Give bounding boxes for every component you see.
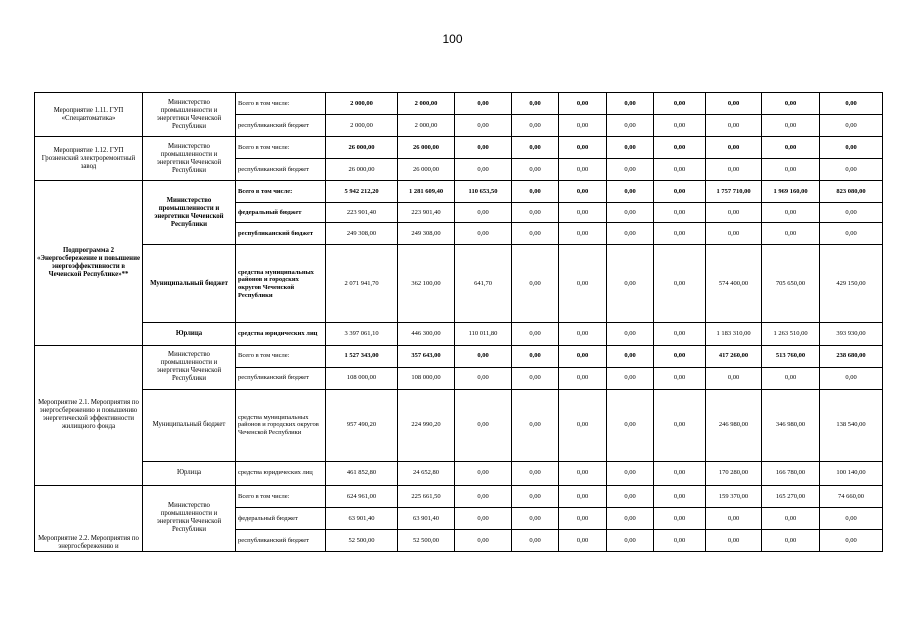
- value-cell: 0,00: [654, 181, 706, 203]
- value-cell: 0,00: [559, 485, 607, 507]
- value-cell: 0,00: [512, 93, 559, 115]
- value-cell: 0,00: [559, 115, 607, 137]
- source-cell: Всего в том числе:: [236, 137, 326, 159]
- value-cell: 0,00: [455, 115, 512, 137]
- source-cell: республиканский бюджет: [236, 529, 326, 551]
- source-cell: средства муниципальных районов и городских округов Чеченской Республики: [236, 389, 326, 461]
- value-cell: 0,00: [607, 115, 654, 137]
- value-cell: 1 969 160,00: [762, 181, 820, 203]
- value-cell: 0,00: [559, 93, 607, 115]
- value-cell: 0,00: [706, 507, 762, 529]
- value-cell: 0,00: [820, 93, 883, 115]
- executor-cell: Муниципальный бюджет: [143, 389, 236, 461]
- value-cell: 641,70: [455, 245, 512, 323]
- value-cell: 0,00: [512, 137, 559, 159]
- value-cell: 0,00: [455, 389, 512, 461]
- value-cell: 0,00: [762, 507, 820, 529]
- value-cell: 0,00: [654, 367, 706, 389]
- value-cell: 3 397 061,10: [326, 323, 398, 345]
- event-name-cell: Мероприятие 1.11. ГУП «Спецавтоматика»: [35, 93, 143, 137]
- value-cell: 0,00: [559, 181, 607, 203]
- value-cell: 1 527 343,00: [326, 345, 398, 367]
- value-cell: 0,00: [654, 345, 706, 367]
- budget-table: [34, 92, 883, 552]
- value-cell: 0,00: [455, 137, 512, 159]
- value-cell: 1 281 609,40: [398, 181, 455, 203]
- value-cell: 0,00: [654, 507, 706, 529]
- value-cell: 0,00: [512, 461, 559, 485]
- value-cell: 0,00: [762, 367, 820, 389]
- value-cell: 446 300,00: [398, 323, 455, 345]
- value-cell: 0,00: [455, 485, 512, 507]
- value-cell: 0,00: [654, 323, 706, 345]
- value-cell: 159 370,00: [706, 485, 762, 507]
- value-cell: 705 650,00: [762, 245, 820, 323]
- value-cell: 0,00: [455, 159, 512, 181]
- value-cell: 246 980,00: [706, 389, 762, 461]
- executor-cell: Министерство промышленности и энергетики Чеченской Республики: [143, 181, 236, 245]
- value-cell: 0,00: [607, 159, 654, 181]
- value-cell: 417 260,00: [706, 345, 762, 367]
- table-row: [35, 181, 883, 203]
- table-row: [35, 389, 883, 461]
- value-cell: 0,00: [559, 367, 607, 389]
- value-cell: 0,00: [706, 529, 762, 551]
- value-cell: 224 990,20: [398, 389, 455, 461]
- table-row: [35, 345, 883, 367]
- value-cell: 0,00: [559, 323, 607, 345]
- value-cell: 5 942 212,20: [326, 181, 398, 203]
- source-cell: республиканский бюджет: [236, 367, 326, 389]
- value-cell: 0,00: [559, 529, 607, 551]
- value-cell: 24 652,80: [398, 461, 455, 485]
- value-cell: 0,00: [607, 529, 654, 551]
- value-cell: 0,00: [762, 529, 820, 551]
- value-cell: 0,00: [654, 203, 706, 223]
- value-cell: 0,00: [607, 245, 654, 323]
- value-cell: 2 071 941,70: [326, 245, 398, 323]
- value-cell: 0,00: [654, 159, 706, 181]
- value-cell: 0,00: [607, 461, 654, 485]
- value-cell: 0,00: [706, 203, 762, 223]
- value-cell: 0,00: [654, 529, 706, 551]
- value-cell: 108 000,00: [398, 367, 455, 389]
- value-cell: 110 653,50: [455, 181, 512, 203]
- value-cell: 52 500,00: [398, 529, 455, 551]
- value-cell: 249 308,00: [326, 223, 398, 245]
- value-cell: 429 150,00: [820, 245, 883, 323]
- value-cell: 74 660,00: [820, 485, 883, 507]
- table-row: [35, 245, 883, 323]
- value-cell: 393 930,00: [820, 323, 883, 345]
- value-cell: 0,00: [559, 223, 607, 245]
- value-cell: 0,00: [654, 223, 706, 245]
- value-cell: 0,00: [607, 223, 654, 245]
- source-cell: средства муниципальных районов и городских округов Чеченской Республики: [236, 245, 326, 323]
- value-cell: 0,00: [654, 485, 706, 507]
- executor-cell: Министерство промышленности и энергетики Чеченской Республики: [143, 485, 236, 551]
- value-cell: 0,00: [706, 223, 762, 245]
- source-cell: Всего в том числе:: [236, 345, 326, 367]
- value-cell: 0,00: [559, 203, 607, 223]
- value-cell: 0,00: [654, 93, 706, 115]
- value-cell: 26 000,00: [326, 159, 398, 181]
- value-cell: 0,00: [455, 93, 512, 115]
- value-cell: 0,00: [820, 159, 883, 181]
- value-cell: 0,00: [455, 203, 512, 223]
- source-cell: Всего в том числе:: [236, 485, 326, 507]
- value-cell: 63 901,40: [326, 507, 398, 529]
- value-cell: 0,00: [762, 93, 820, 115]
- value-cell: 0,00: [820, 115, 883, 137]
- value-cell: 0,00: [512, 223, 559, 245]
- event-name-cell: Мероприятие 1.12. ГУП Грозненский электроремонтный завод: [35, 137, 143, 181]
- value-cell: 223 901,40: [326, 203, 398, 223]
- value-cell: 0,00: [559, 507, 607, 529]
- value-cell: 2 000,00: [326, 115, 398, 137]
- value-cell: 0,00: [706, 367, 762, 389]
- value-cell: 0,00: [654, 115, 706, 137]
- value-cell: 0,00: [512, 159, 559, 181]
- executor-cell: Министерство промышленности и энергетики Чеченской Республики: [143, 137, 236, 181]
- value-cell: 138 540,00: [820, 389, 883, 461]
- source-cell: федеральный бюджет: [236, 507, 326, 529]
- value-cell: 0,00: [559, 137, 607, 159]
- value-cell: 0,00: [607, 181, 654, 203]
- value-cell: 1 263 510,00: [762, 323, 820, 345]
- value-cell: 100 140,00: [820, 461, 883, 485]
- value-cell: 957 490,20: [326, 389, 398, 461]
- value-cell: 166 780,00: [762, 461, 820, 485]
- source-cell: республиканский бюджет: [236, 159, 326, 181]
- value-cell: 0,00: [455, 461, 512, 485]
- value-cell: 110 011,80: [455, 323, 512, 345]
- value-cell: 0,00: [762, 137, 820, 159]
- event-name-cell: Мероприятие 2.2. Мероприятия по энергосбережению и: [35, 485, 143, 551]
- value-cell: 0,00: [820, 137, 883, 159]
- value-cell: 63 901,40: [398, 507, 455, 529]
- value-cell: 0,00: [512, 323, 559, 345]
- table-row: [35, 93, 883, 115]
- value-cell: 0,00: [654, 461, 706, 485]
- value-cell: 574 400,00: [706, 245, 762, 323]
- value-cell: 0,00: [512, 389, 559, 461]
- source-cell: Всего в том числе:: [236, 93, 326, 115]
- value-cell: 0,00: [512, 367, 559, 389]
- value-cell: 0,00: [706, 159, 762, 181]
- value-cell: 0,00: [706, 93, 762, 115]
- value-cell: 170 280,00: [706, 461, 762, 485]
- value-cell: 0,00: [512, 529, 559, 551]
- value-cell: 225 661,50: [398, 485, 455, 507]
- value-cell: 0,00: [762, 223, 820, 245]
- value-cell: 0,00: [607, 507, 654, 529]
- value-cell: 0,00: [559, 389, 607, 461]
- value-cell: 357 643,00: [398, 345, 455, 367]
- executor-cell: Министерство промышленности и энергетики Чеченской Республики: [143, 93, 236, 137]
- value-cell: 0,00: [512, 345, 559, 367]
- value-cell: 249 308,00: [398, 223, 455, 245]
- table-row: [35, 485, 883, 507]
- value-cell: 0,00: [455, 507, 512, 529]
- page-number: 100: [442, 32, 463, 46]
- value-cell: 0,00: [607, 485, 654, 507]
- value-cell: 1 183 310,00: [706, 323, 762, 345]
- event-name-cell: Подпрограмма 2 «Энергосбережение и повышение энергоэффективности в Чеченской Республике»**: [35, 181, 143, 345]
- value-cell: 0,00: [455, 223, 512, 245]
- value-cell: 0,00: [607, 367, 654, 389]
- table-row: [35, 323, 883, 345]
- value-cell: 0,00: [820, 223, 883, 245]
- value-cell: 0,00: [820, 367, 883, 389]
- value-cell: 0,00: [455, 529, 512, 551]
- value-cell: 0,00: [654, 245, 706, 323]
- value-cell: 1 757 710,00: [706, 181, 762, 203]
- value-cell: 624 961,00: [326, 485, 398, 507]
- value-cell: 0,00: [512, 507, 559, 529]
- value-cell: 0,00: [607, 389, 654, 461]
- value-cell: 52 500,00: [326, 529, 398, 551]
- value-cell: 0,00: [512, 203, 559, 223]
- value-cell: 0,00: [762, 203, 820, 223]
- executor-cell: Юрлица: [143, 461, 236, 485]
- value-cell: 108 000,00: [326, 367, 398, 389]
- value-cell: 2 000,00: [398, 93, 455, 115]
- value-cell: 362 100,00: [398, 245, 455, 323]
- table-row: [35, 461, 883, 485]
- value-cell: 223 901,40: [398, 203, 455, 223]
- value-cell: 0,00: [559, 159, 607, 181]
- value-cell: 0,00: [607, 93, 654, 115]
- value-cell: 238 680,00: [820, 345, 883, 367]
- value-cell: 0,00: [706, 115, 762, 137]
- value-cell: 0,00: [607, 203, 654, 223]
- source-cell: республиканский бюджет: [236, 223, 326, 245]
- value-cell: 0,00: [512, 181, 559, 203]
- value-cell: 0,00: [762, 115, 820, 137]
- value-cell: 346 980,00: [762, 389, 820, 461]
- value-cell: 2 000,00: [398, 115, 455, 137]
- value-cell: 165 270,00: [762, 485, 820, 507]
- executor-cell: Юрлица: [143, 323, 236, 345]
- value-cell: 0,00: [607, 137, 654, 159]
- value-cell: 0,00: [559, 245, 607, 323]
- value-cell: 513 760,00: [762, 345, 820, 367]
- value-cell: 26 000,00: [326, 137, 398, 159]
- value-cell: 0,00: [559, 461, 607, 485]
- value-cell: 0,00: [607, 323, 654, 345]
- value-cell: 0,00: [512, 115, 559, 137]
- value-cell: 0,00: [820, 203, 883, 223]
- value-cell: 26 000,00: [398, 137, 455, 159]
- value-cell: 0,00: [654, 137, 706, 159]
- event-name-cell: Мероприятие 2.1. Мероприятия по энергосбережению и повышению энергетической эффективности жилищного фонда: [35, 345, 143, 485]
- source-cell: федеральный бюджет: [236, 203, 326, 223]
- value-cell: 0,00: [654, 389, 706, 461]
- value-cell: 0,00: [820, 507, 883, 529]
- value-cell: 0,00: [559, 345, 607, 367]
- value-cell: 461 852,80: [326, 461, 398, 485]
- value-cell: 0,00: [512, 245, 559, 323]
- source-cell: средства юридических лиц: [236, 461, 326, 485]
- table-row: [35, 137, 883, 159]
- value-cell: 0,00: [706, 137, 762, 159]
- source-cell: Всего в том числе:: [236, 181, 326, 203]
- executor-cell: Муниципальный бюджет: [143, 245, 236, 323]
- value-cell: 0,00: [820, 529, 883, 551]
- value-cell: 0,00: [762, 159, 820, 181]
- source-cell: средства юридических лиц: [236, 323, 326, 345]
- source-cell: республиканский бюджет: [236, 115, 326, 137]
- value-cell: 823 080,00: [820, 181, 883, 203]
- value-cell: 0,00: [455, 345, 512, 367]
- executor-cell: Министерство промышленности и энергетики Чеченской Республики: [143, 345, 236, 389]
- value-cell: 0,00: [607, 345, 654, 367]
- value-cell: 0,00: [455, 367, 512, 389]
- value-cell: 2 000,00: [326, 93, 398, 115]
- value-cell: 0,00: [512, 485, 559, 507]
- value-cell: 26 000,00: [398, 159, 455, 181]
